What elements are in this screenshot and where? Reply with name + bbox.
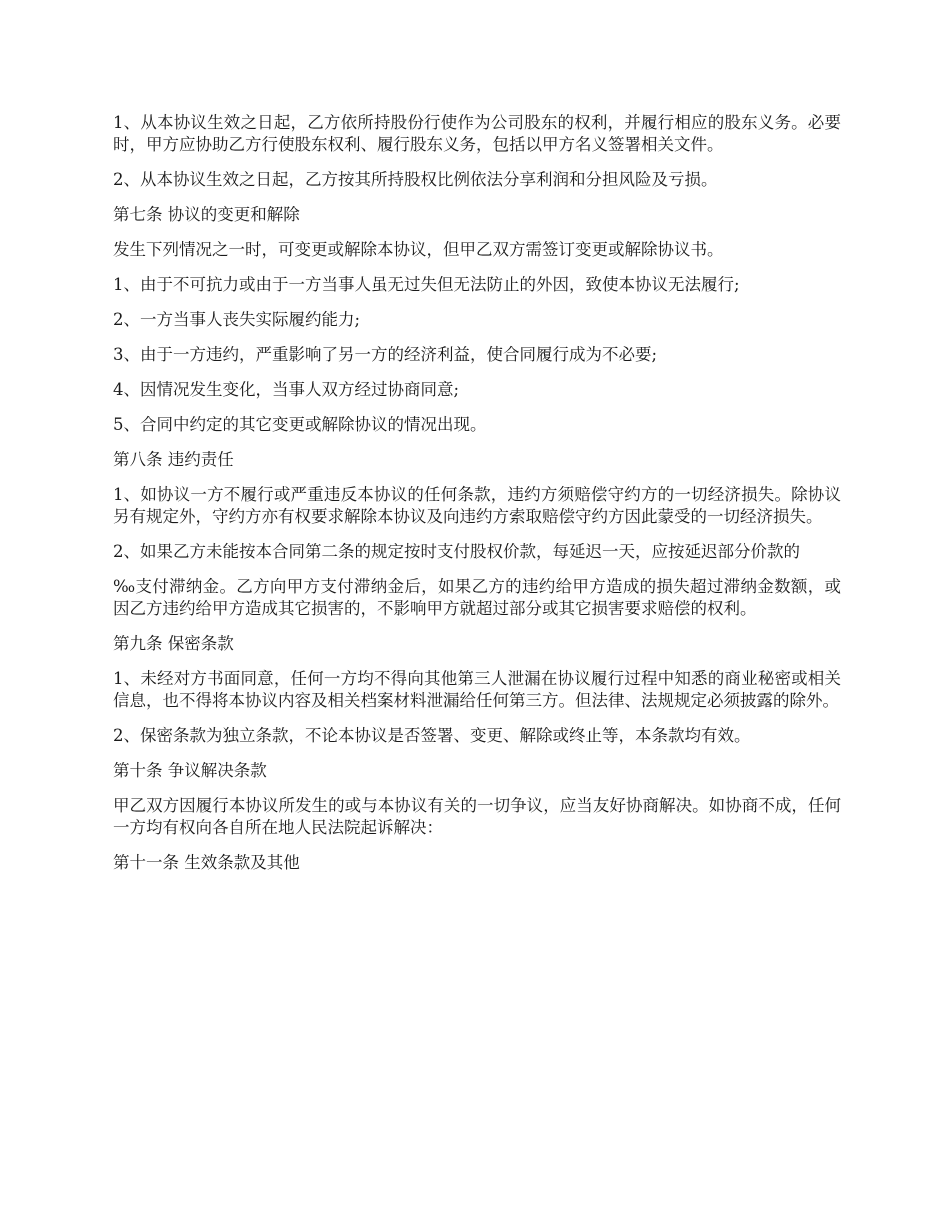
paragraph-change-conditions: 发生下列情况之一时，可变更或解除本协议，但甲乙双方需签订变更或解除协议书。 [113, 240, 724, 259]
paragraph-shareholder-rights: 1、从本协议生效之日起，乙方依所持股份行使作为公司股东的权利，并履行相应的股东义务。必要时，甲方应协助乙方行使股东权利、履行股东义务，包括以甲方名义签署相关文件。 [113, 113, 841, 154]
paragraph-loss-of-capacity: 2、一方当事人丧失实际履约能力; [113, 310, 361, 329]
paragraph-profit-sharing: 2、从本协议生效之日起，乙方按其所持股权比例依法分享利润和分担风险及亏损。 [113, 170, 718, 189]
article-7-heading: 第七条 协议的变更和解除 [113, 205, 300, 224]
paragraph-dispute-resolution: 甲乙双方因履行本协议所发生的或与本协议有关的一切争议，应当友好协商解决。如协商不成，任何一方均有权向各自所在地人民法院起诉解决： [113, 796, 841, 837]
paragraph-late-payment: 2、如果乙方未能按本合同第二条的规定按时支付股权价款，每延迟一天，应按延迟部分价款的 [113, 542, 800, 561]
paragraph-independent-clause: 2、保密条款为独立条款，不论本协议是否签署、变更、解除或终止等，本条款均有效。 [113, 726, 751, 745]
document-body [113, 112, 841, 887]
paragraph-other-conditions: 5、合同中约定的其它变更或解除协议的情况出现。 [113, 415, 487, 434]
paragraph-late-fee: ‰支付滞纳金。乙方向甲方支付滞纳金后，如果乙方的违约给甲方造成的损失超过滞纳金数额，或因乙方违约给甲方造成其它损害的，不影响甲方就超过部分或其它损害要求赔偿的权利。 [113, 577, 841, 618]
paragraph-breach-impact: 3、由于一方违约，严重影响了另一方的经济利益，使合同履行成为不必要; [113, 345, 658, 364]
paragraph-breach-compensation: 1、如协议一方不履行或严重违反本协议的任何条款，违约方须赔偿守约方的一切经济损失。除协议另有规定外，守约方亦有权要求解除本协议及向违约方索取赔偿守约方因此蒙受的一切经济损失。 [113, 485, 841, 526]
article-10-heading: 第十条 争议解决条款 [113, 761, 267, 780]
article-9-heading: 第九条 保密条款 [113, 634, 234, 653]
paragraph-mutual-agreement: 4、因情况发生变化，当事人双方经过协商同意; [113, 380, 460, 399]
paragraph-force-majeure: 1、由于不可抗力或由于一方当事人虽无过失但无法防止的外因，致使本协议无法履行; [113, 275, 740, 294]
article-11-heading: 第十一条 生效条款及其他 [113, 853, 300, 872]
article-8-heading: 第八条 违约责任 [113, 450, 234, 469]
paragraph-confidentiality: 1、未经对方书面同意，任何一方均不得向其他第三人泄漏在协议履行过程中知悉的商业秘密或相关信息，也不得将本协议内容及相关档案材料泄漏给任何第三方。但法律、法规规定必须披露的除外。 [113, 669, 841, 710]
